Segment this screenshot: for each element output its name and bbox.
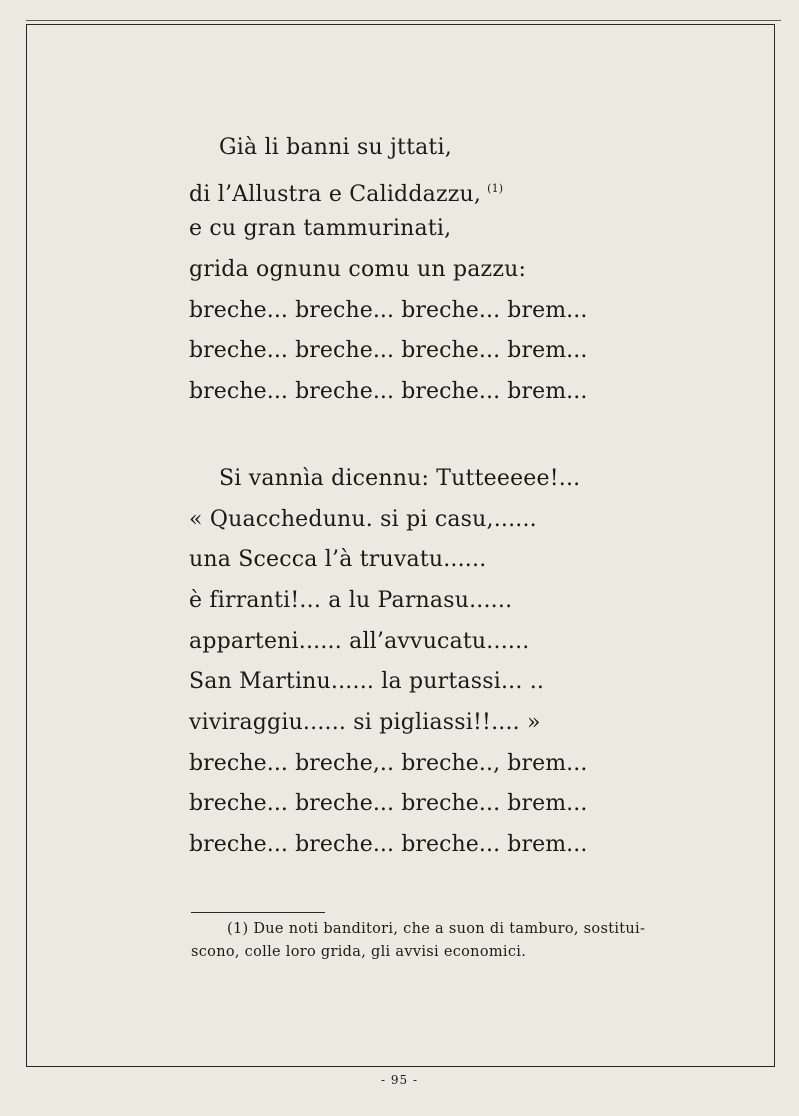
verse-line: viviraggiu...... si pigliassi!!.... » bbox=[189, 709, 541, 735]
top-rule bbox=[26, 20, 781, 21]
verse-line: una Scecca l’à truvatu...... bbox=[189, 547, 487, 573]
verse-line bbox=[189, 169, 669, 210]
footnote-line: (1) Due noti banditori, che a suon di tamburo, sostitui- bbox=[227, 921, 646, 937]
verse-line: « Quacchedunu. si pi casu,...... bbox=[189, 506, 537, 532]
refrain-line: breche... breche... breche... brem... bbox=[189, 338, 588, 364]
footnote-marker: (1) bbox=[487, 181, 504, 195]
refrain-line: breche... breche... breche... brem... bbox=[189, 832, 588, 857]
verse-line: San Martinu...... la purtassi... .. bbox=[189, 669, 545, 695]
footnote bbox=[191, 918, 736, 964]
verse-line: Già li banni su jttati, bbox=[219, 135, 452, 160]
verse-line: è firranti!... a lu Parnasu...... bbox=[189, 587, 513, 613]
verse-line: apparteni...... all’avvucatu...... bbox=[189, 628, 530, 654]
refrain-line: breche... breche... breche... brem... bbox=[189, 297, 588, 323]
refrain-line: breche... breche,.. breche.., brem... bbox=[189, 750, 588, 776]
refrain-line: breche... breche... breche... brem... bbox=[189, 379, 588, 405]
footnote-rule bbox=[191, 912, 325, 913]
footnote-line: scono, colle loro grida, gli avvisi economici. bbox=[191, 944, 527, 960]
verse-line: grida ognunu comu un pazzu: bbox=[189, 257, 527, 283]
stanza-2 bbox=[189, 459, 669, 866]
refrain-line: breche... breche... breche... brem... bbox=[189, 791, 588, 817]
poem bbox=[189, 128, 669, 866]
stanza-1 bbox=[189, 128, 669, 413]
page-number: - 95 - bbox=[380, 1073, 418, 1087]
verse-line: Si vannìa dicennu: Tutteeeee!... bbox=[219, 465, 581, 491]
verse-text: di l’Allustra e Caliddazzu, bbox=[189, 181, 482, 207]
verse-line: e cu gran tammurinati, bbox=[189, 216, 452, 242]
